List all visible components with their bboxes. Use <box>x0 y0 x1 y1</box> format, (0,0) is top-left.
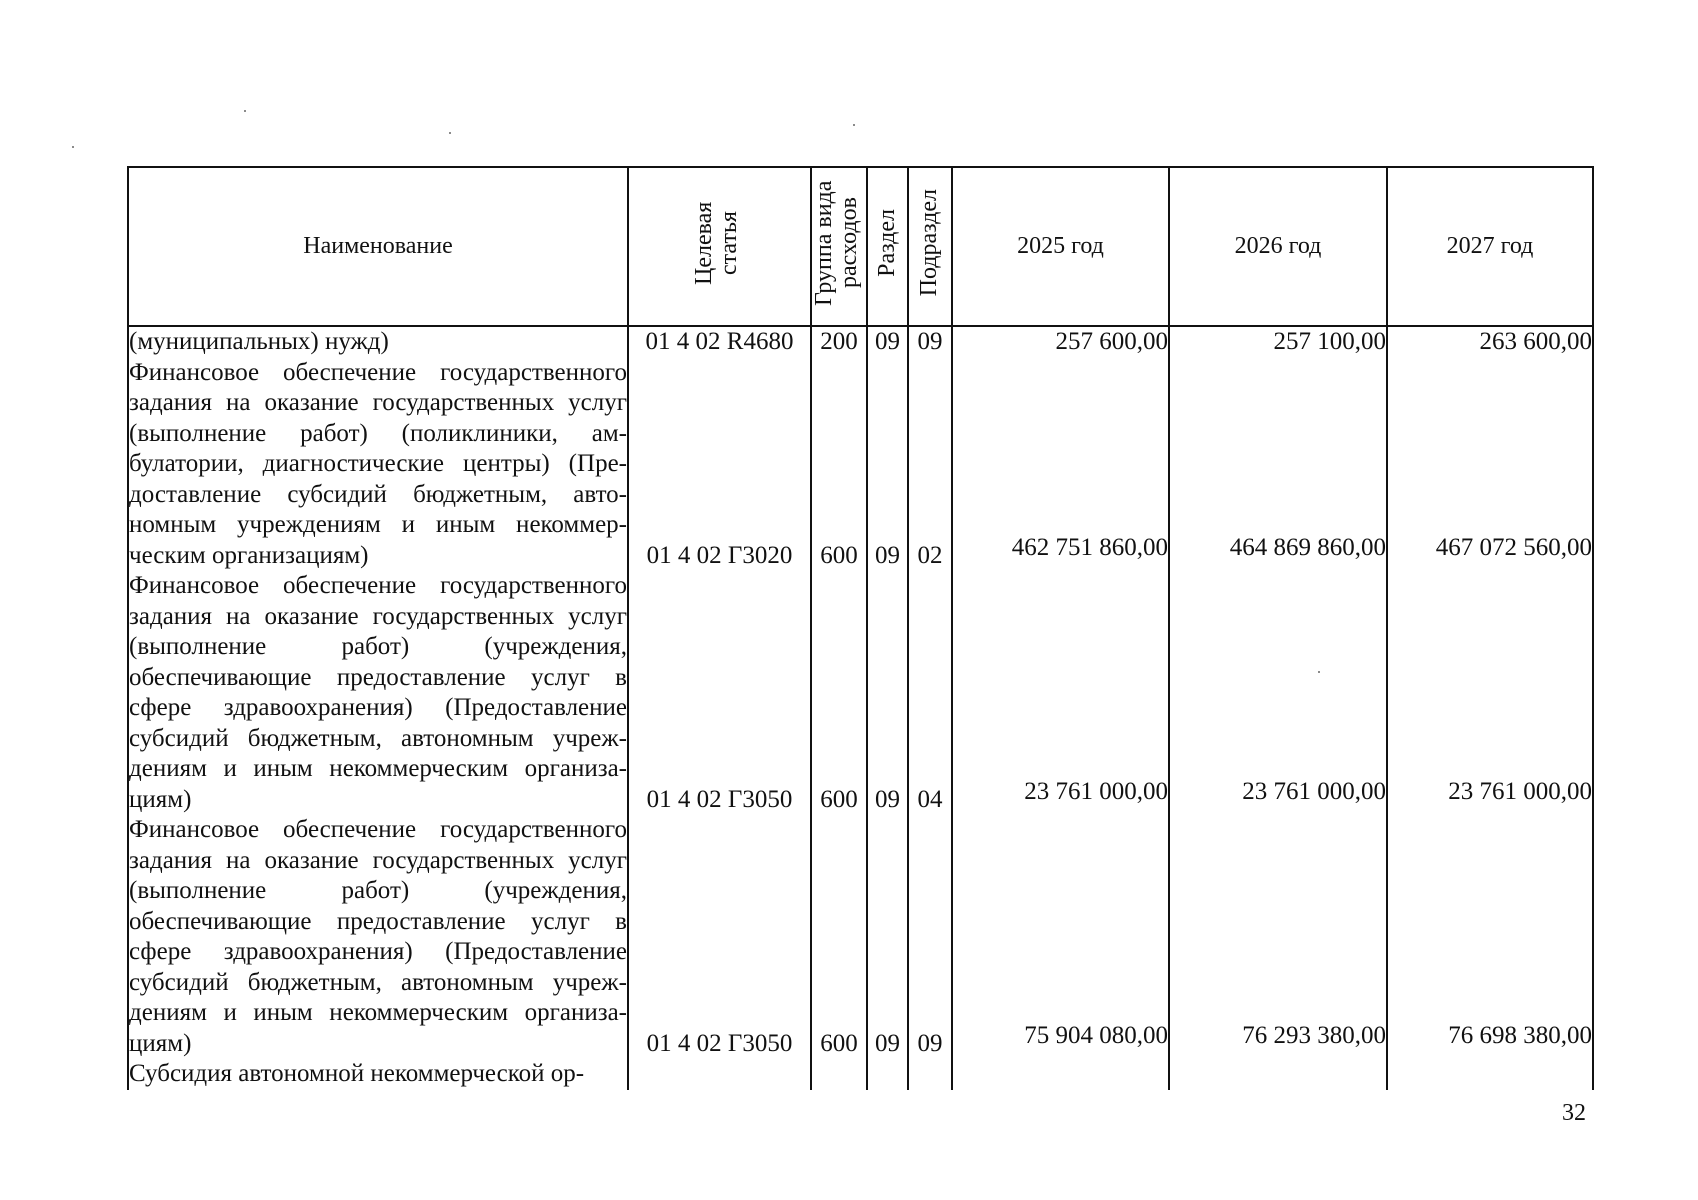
row-amount-2027 <box>1387 1059 1593 1090</box>
row-amount-2026: 23 761 000,00 <box>1169 571 1387 815</box>
row-expense-group: 600 <box>811 358 867 572</box>
row-amount-2027: 263 600,00 <box>1387 326 1593 358</box>
scan-speck <box>244 110 246 112</box>
header-target-article: Целевая статья <box>628 167 811 326</box>
row-amount-2026: 257 100,00 <box>1169 326 1387 358</box>
table-row <box>128 815 1593 1059</box>
table-row <box>128 326 1593 358</box>
table-row <box>128 571 1593 815</box>
row-subsection: 04 <box>908 571 952 815</box>
row-target-article: 01 4 02 R4680 <box>628 326 811 358</box>
budget-table <box>127 166 1594 1090</box>
row-amount-2026: 464 869 860,00 <box>1169 358 1387 572</box>
row-amount-2025: 257 600,00 <box>952 326 1169 358</box>
page-number: 32 <box>1562 1100 1586 1126</box>
header-2026: 2026 год <box>1169 167 1387 326</box>
row-amount-2025 <box>952 1059 1169 1090</box>
header-name: Наименование <box>128 167 628 326</box>
header-expense-group: Группа вида расходов <box>811 167 867 326</box>
row-subsection: 09 <box>908 815 952 1059</box>
row-target-article <box>628 1059 811 1090</box>
scan-speck <box>853 124 855 126</box>
row-name: Субсидия автономной некоммерческой ор- <box>128 1059 628 1090</box>
row-section <box>867 1059 908 1090</box>
scan-speck <box>72 146 74 148</box>
header-2027: 2027 год <box>1387 167 1593 326</box>
row-amount-2025: 462 751 860,00 <box>952 358 1169 572</box>
scan-speck <box>1318 671 1320 673</box>
row-expense-group <box>811 1059 867 1090</box>
row-subsection: 09 <box>908 326 952 358</box>
row-target-article: 01 4 02 Г3050 <box>628 571 811 815</box>
row-amount-2027: 76 698 380,00 <box>1387 815 1593 1059</box>
row-name: Финансовое обеспечение государственного задания на оказание государственных услуг (выполнение работ) (учреждения, обеспечивающие предоставление услуг в сфере здравоохранения) (Предоставление субсидий бюджетным, автономным учреждениям и иным некоммерческим организациям) <box>128 571 628 815</box>
row-amount-2025: 75 904 080,00 <box>952 815 1169 1059</box>
row-target-article: 01 4 02 Г3020 <box>628 358 811 572</box>
row-expense-group: 200 <box>811 326 867 358</box>
row-subsection <box>908 1059 952 1090</box>
row-name: Финансовое обеспечение государственного задания на оказание государственных услуг (выполнение работ) (поликлиники, амбулатории, диагностические центры) (Предоставление субсидий бюджетным, автономным учреждениям и иным некоммерческим организациям) <box>128 358 628 572</box>
row-amount-2026: 76 293 380,00 <box>1169 815 1387 1059</box>
header-subsection: Подраздел <box>908 167 952 326</box>
table-row <box>128 358 1593 572</box>
header-section: Раздел <box>867 167 908 326</box>
row-amount-2025: 23 761 000,00 <box>952 571 1169 815</box>
row-name: (муниципальных) нужд) <box>128 326 628 358</box>
row-expense-group: 600 <box>811 815 867 1059</box>
row-section: 09 <box>867 358 908 572</box>
row-amount-2027: 23 761 000,00 <box>1387 571 1593 815</box>
row-section: 09 <box>867 815 908 1059</box>
row-subsection: 02 <box>908 358 952 572</box>
table-row <box>128 1059 1593 1090</box>
scan-speck <box>449 132 451 134</box>
row-expense-group: 600 <box>811 571 867 815</box>
row-amount-2027: 467 072 560,00 <box>1387 358 1593 572</box>
table-header-row <box>128 167 1593 326</box>
row-section: 09 <box>867 571 908 815</box>
row-amount-2026 <box>1169 1059 1387 1090</box>
row-name: Финансовое обеспечение государственного задания на оказание государственных услуг (выполнение работ) (учреждения, обеспечивающие предоставление услуг в сфере здравоохранения) (Предоставление субсидий бюджетным, автономным учреждениям и иным некоммерческим организациям) <box>128 815 628 1059</box>
row-section: 09 <box>867 326 908 358</box>
header-2025: 2025 год <box>952 167 1169 326</box>
row-target-article: 01 4 02 Г3050 <box>628 815 811 1059</box>
